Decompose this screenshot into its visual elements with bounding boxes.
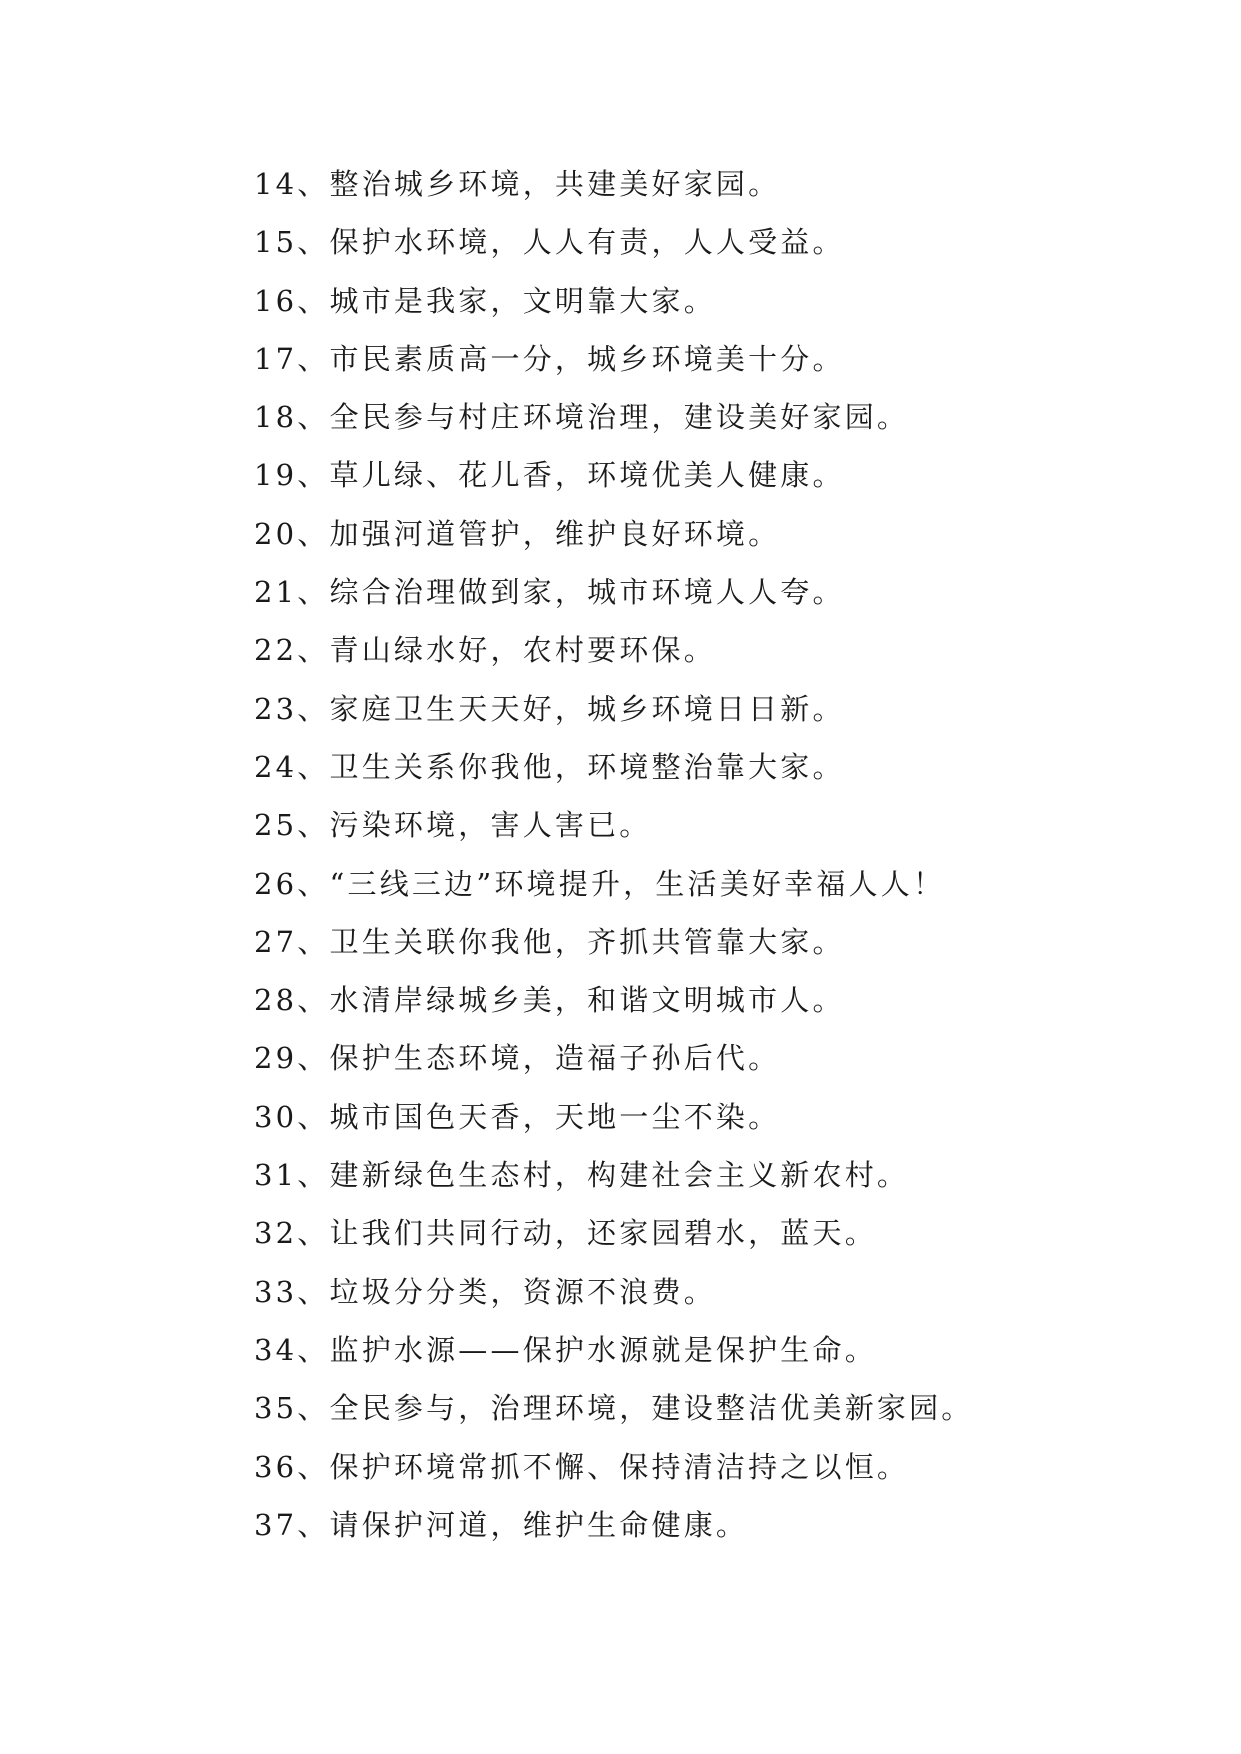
list-item: 14、整治城乡环境，共建美好家园。 [254, 167, 781, 201]
list-item: 35、全民参与，治理环境，建设整洁优美新家园。 [254, 1391, 974, 1426]
list-item: 22、青山绿水好，农村要环保。 [254, 633, 716, 668]
list-item: 31、建新绿色生态村，构建社会主义新农村。 [254, 1158, 910, 1193]
list-item: 15、保护水环境，人人有责，人人受益。 [254, 225, 845, 260]
list-item: 23、家庭卫生天天好，城乡环境日日新。 [254, 691, 845, 726]
slogan-list [254, 155, 974, 1554]
list-item: 33、垃圾分分类，资源不浪费。 [254, 1274, 716, 1309]
list-item: 20、加强河道管护，维护良好环境。 [254, 516, 781, 551]
list-item: 36、保护环境常抓不懈、保持清洁持之以恒。 [254, 1449, 910, 1484]
list-item: 30、城市国色天香，天地一尘不染。 [254, 1099, 781, 1134]
list-item: 27、卫生关联你我他，齐抓共管靠大家。 [254, 924, 845, 959]
list-item: 17、市民素质高一分，城乡环境美十分。 [254, 341, 845, 376]
list-item: 24、卫生关系你我他，环境整治靠大家。 [254, 749, 845, 784]
list-item: 19、草儿绿、花儿香，环境优美人健康。 [254, 458, 845, 493]
list-item: 37、请保护河道，维护生命健康。 [254, 1507, 749, 1542]
list-item: 21、综合治理做到家，城市环境人人夸。 [254, 575, 845, 610]
list-item: 28、水清岸绿城乡美，和谐文明城市人。 [254, 983, 845, 1018]
list-item: 29、保护生态环境，造福子孙后代。 [254, 1041, 781, 1076]
list-item: 32、让我们共同行动，还家园碧水，蓝天。 [254, 1216, 877, 1251]
list-item: 16、城市是我家，文明靠大家。 [254, 283, 716, 318]
list-item: 34、监护水源——保护水源就是保护生命。 [254, 1332, 877, 1367]
list-item: 25、污染环境，害人害已。 [254, 808, 652, 843]
list-item: 26、“三线三边”环境提升，生活美好幸福人人！ [254, 866, 946, 901]
list-item: 18、全民参与村庄环境治理，建设美好家园。 [254, 400, 910, 435]
